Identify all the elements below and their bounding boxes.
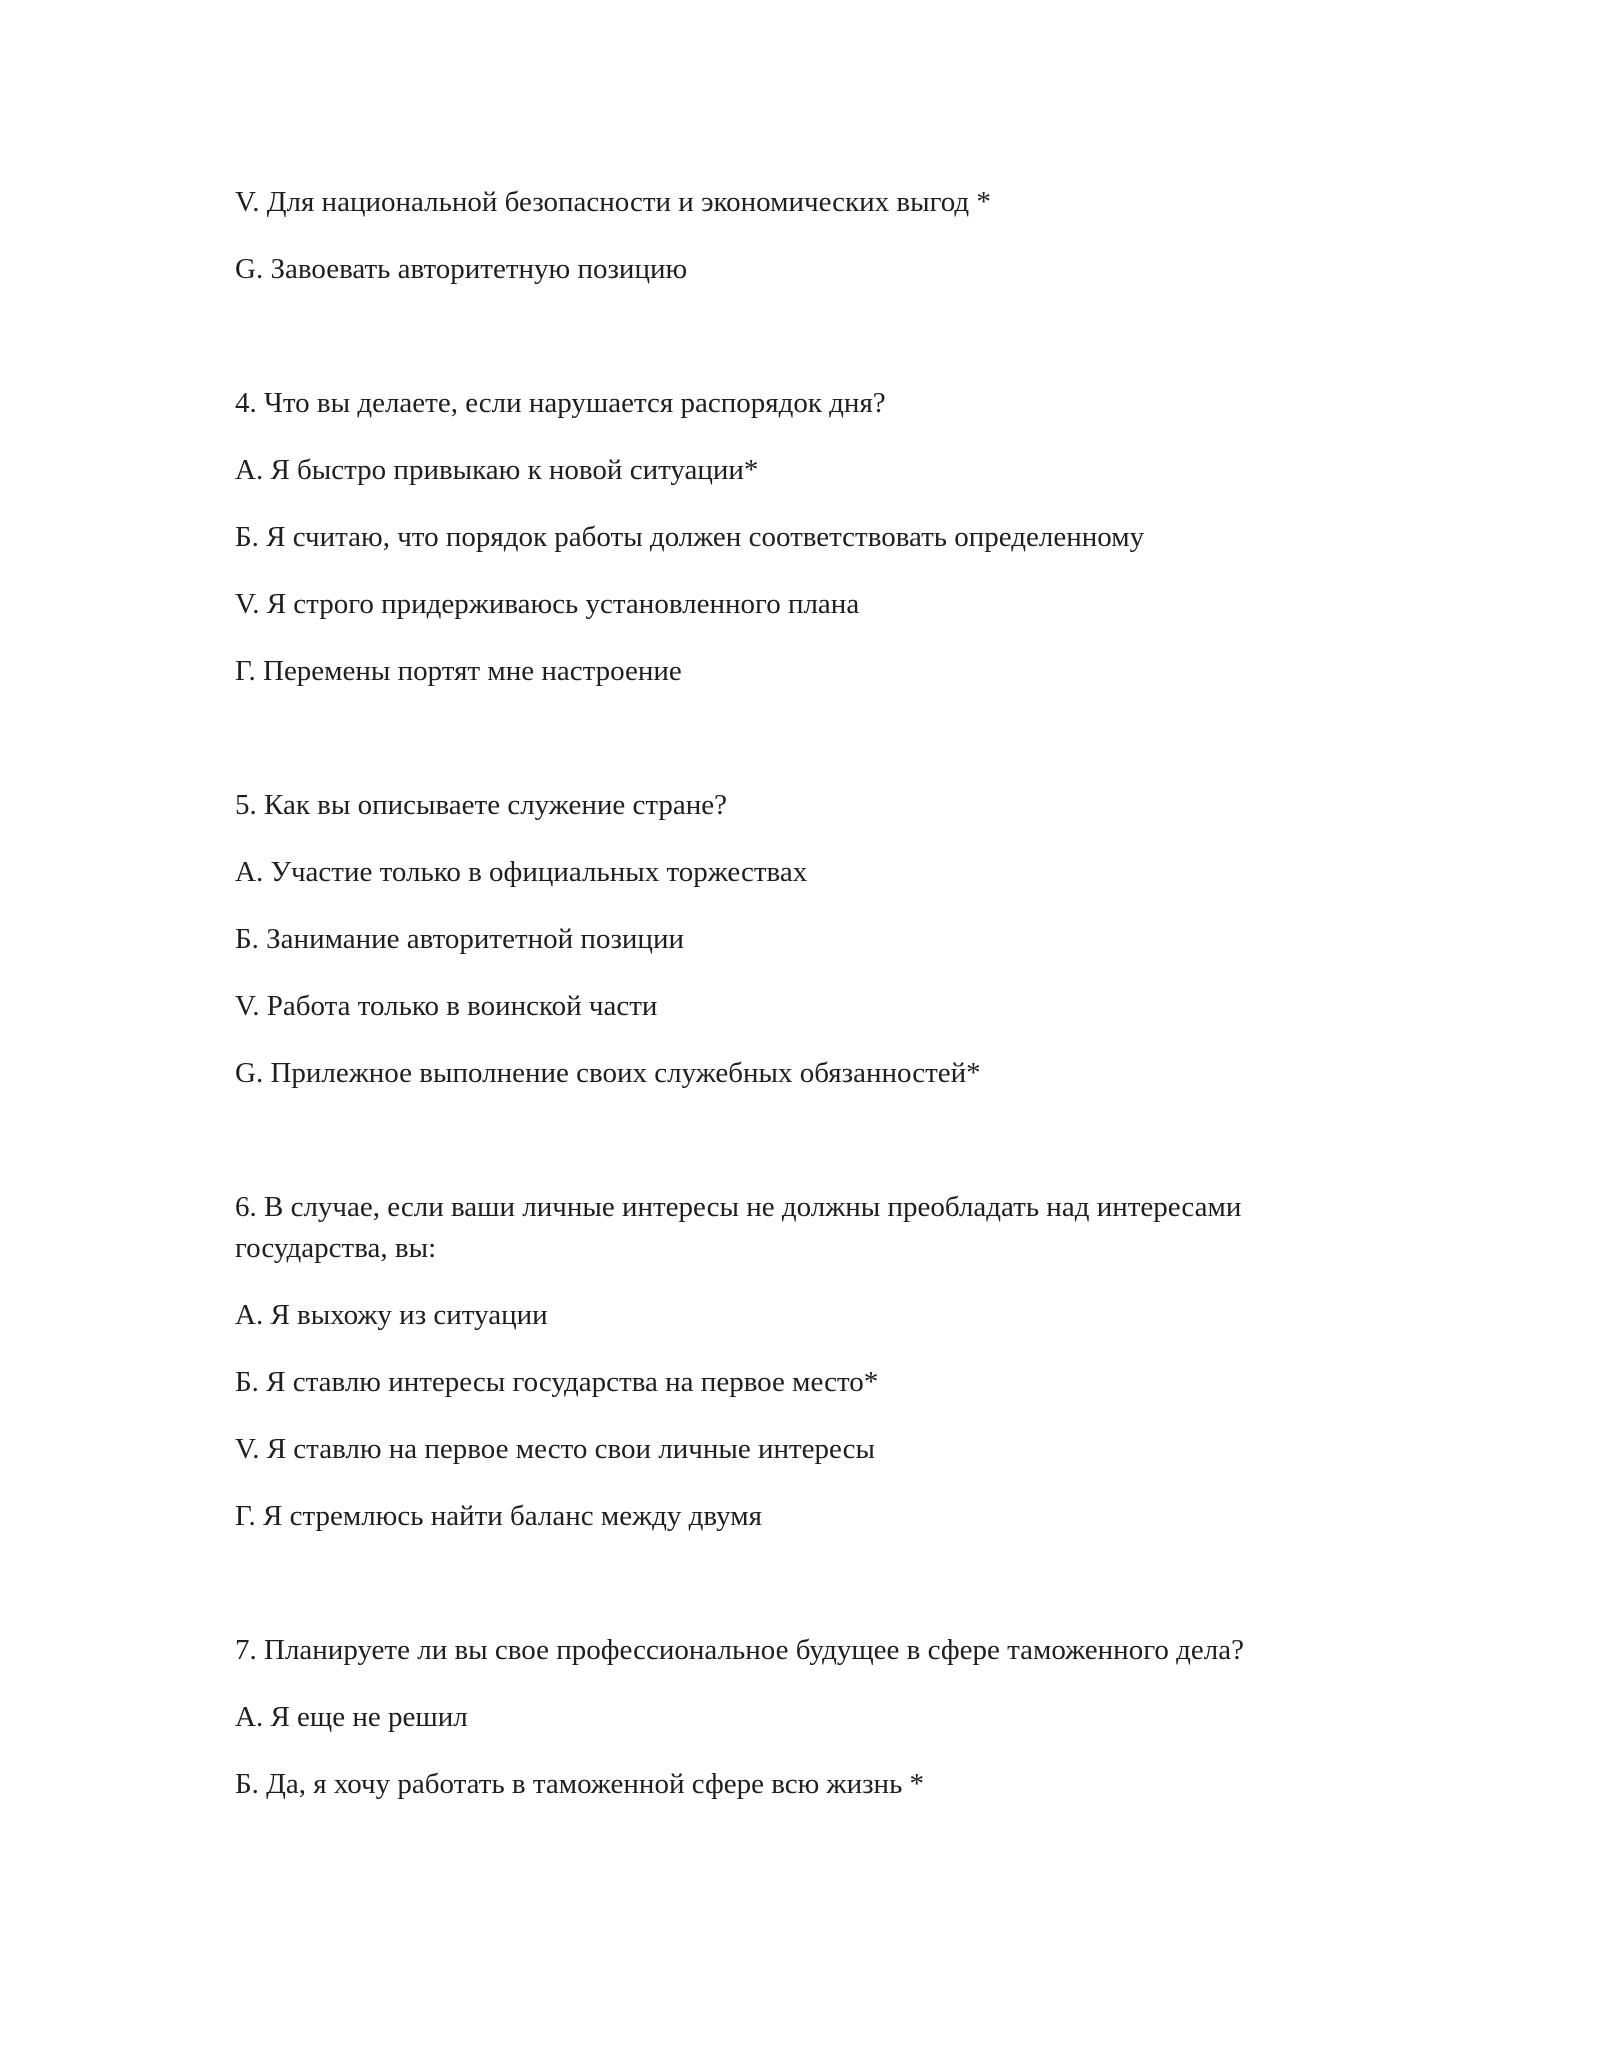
section-gap	[235, 1563, 1395, 1630]
answer-option: Б. Я считаю, что порядок работы должен соответствовать определенному	[235, 521, 1145, 553]
answer-option: V. Работа только в воинской части	[235, 990, 658, 1022]
answer-option: Г. Я стремлюсь найти баланс между двумя	[235, 1500, 762, 1532]
answer-option: А. Я выхожу из ситуации	[235, 1299, 548, 1331]
answer-option: V. Я ставлю на первое место свои личные интересы	[235, 1433, 875, 1465]
answer-option: А. Участие только в официальных торжествах	[235, 856, 808, 888]
section-gap	[235, 316, 1395, 383]
section-gap	[235, 1120, 1395, 1187]
question-text: 5. Как вы описываете служение стране?	[235, 789, 728, 821]
question-text: 6. В случае, если ваши личные интересы не должны преобладать над интересами государства, вы:	[235, 1191, 1249, 1264]
answer-option: Б. Занимание авторитетной позиции	[235, 923, 684, 955]
answer-option: G. Завоевать авторитетную позицию	[235, 253, 688, 285]
section-gap	[235, 718, 1395, 785]
question-text: 7. Планируете ли вы свое профессиональное будущее в сфере таможенного дела?	[235, 1634, 1244, 1666]
answer-option: А. Я еще не решил	[235, 1701, 468, 1733]
document-body	[235, 182, 1395, 1831]
answer-option: Б. Я ставлю интересы государства на первое место*	[235, 1366, 879, 1398]
answer-option: V. Для национальной безопасности и экономических выгод *	[235, 186, 991, 218]
answer-option: Б. Да, я хочу работать в таможенной сфере всю жизнь *	[235, 1768, 925, 1800]
answer-option: V. Я строго придерживаюсь установленного плана	[235, 588, 860, 620]
answer-option: А. Я быстро привыкаю к новой ситуации*	[235, 454, 759, 486]
question-text: 4. Что вы делаете, если нарушается распорядок дня?	[235, 387, 886, 419]
answer-option: Г. Перемены портят мне настроение	[235, 655, 682, 687]
answer-option: G. Прилежное выполнение своих служебных обязанностей*	[235, 1057, 981, 1089]
